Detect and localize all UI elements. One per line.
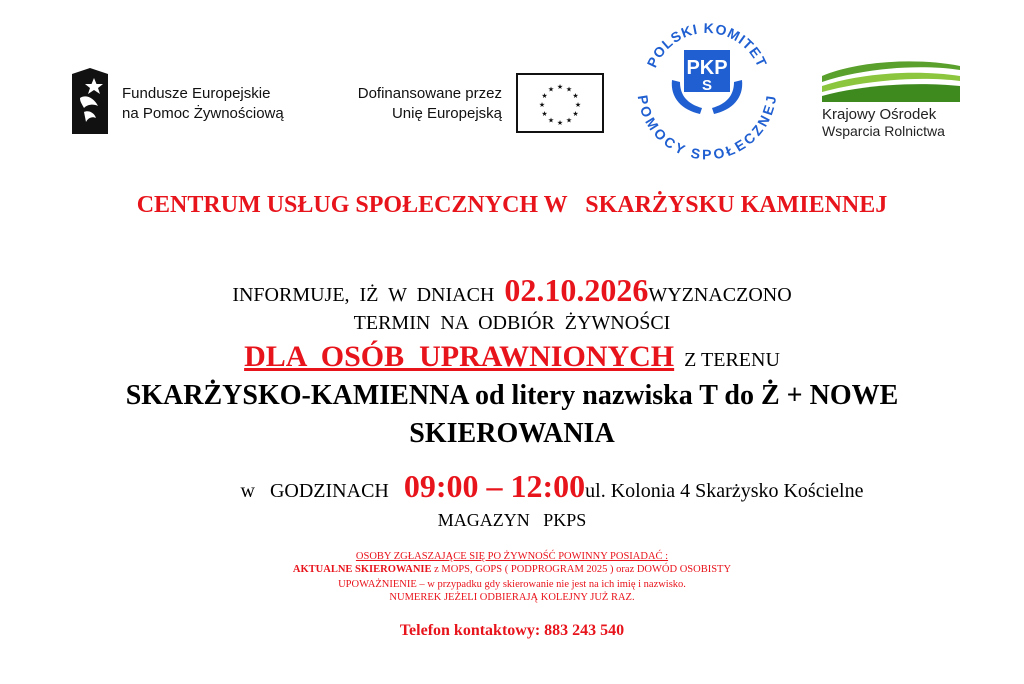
svg-text:★: ★ — [541, 110, 548, 118]
address: ul. Kolonia 4 Skarżysko Kościelne — [585, 480, 864, 502]
svg-text:★: ★ — [547, 85, 555, 94]
eu-flag-icon — [516, 73, 604, 133]
notes-line-2-bold: AKTUALNE SKIEROWANIE — [292, 564, 432, 575]
kowr-line2: Wsparcia Rolnictwa — [822, 123, 945, 139]
area-line-2: SKIEROWANIA — [409, 418, 615, 449]
info-line — [0, 272, 1024, 309]
pkps-center-bottom: S — [701, 77, 713, 94]
eu-logo-text — [322, 84, 502, 124]
notes-line-4: NUMEREK JEŻELI ODBIERAJĄ KOLEJNY JUŻ RAZ. — [389, 592, 635, 603]
info-suffix: WYZNACZONO — [648, 284, 792, 306]
eligible-persons: DLA OSÓB UPRAWNIONYCH — [244, 340, 675, 373]
area-prefix: Z TERENU — [674, 349, 780, 371]
hours-prefix: w GODZINACH — [240, 480, 404, 502]
term-line: TERMIN NA ODBIÓR ŻYWNOŚCI — [353, 312, 671, 334]
notes-line-1: OSOBY ZGŁASZAJĄCE SIĘ PO ŻYWNOŚĆ POWINNY POSIADAĆ : — [355, 551, 669, 562]
eligible-line — [0, 340, 1024, 374]
svg-text:★: ★ — [538, 101, 546, 109]
svg-text:★: ★ — [547, 116, 555, 125]
page-title: CENTRUM USŁUG SPOŁECZNYCH W SKARŻYSKU KAMIENNEJ — [136, 192, 888, 218]
svg-text:★: ★ — [572, 110, 579, 118]
svg-text:★: ★ — [565, 116, 573, 125]
eu-stars — [518, 75, 602, 131]
contact-phone: Telefon kontaktowy: 883 243 540 — [399, 622, 625, 639]
eu-line2: Unię Europejską — [391, 105, 502, 122]
fe-line1: Fundusze Europejskie — [122, 85, 271, 102]
pkps-logo — [622, 10, 792, 160]
kowr-logo-text — [822, 106, 945, 140]
pkps-arc-top: POLSKI KOMITET — [643, 19, 771, 70]
svg-text:★: ★ — [565, 85, 573, 94]
fe-logo-text — [122, 84, 284, 124]
svg-text:POMOCY SPOŁECZNEJ — [635, 94, 780, 160]
distribution-date: 02.10.2026 — [504, 272, 649, 308]
svg-text:★: ★ — [556, 83, 564, 91]
info-prefix: INFORMUJE, IŻ W DNIACH — [232, 284, 505, 306]
fe-line2: na Pomoc Żywnościową — [122, 105, 284, 122]
svg-text:★: ★ — [572, 92, 579, 100]
pkps-center-top: PKP — [686, 57, 728, 79]
hours-line — [40, 468, 1024, 505]
notes-line-3: UPOWAŻNIENIE – w przypadku gdy skierowanie nie jest na ich imię i nazwisko. — [338, 579, 686, 590]
eu-line1: Dofinansowane przez — [357, 85, 502, 102]
kowr-line1: Krajowy Ośrodek — [822, 106, 937, 123]
svg-text:★: ★ — [574, 101, 582, 109]
pkps-arc-bottom: POMOCY SPOŁECZNEJ — [634, 93, 780, 160]
notes-line-2 — [0, 563, 1024, 576]
hours-value: 09:00 – 12:00 — [403, 468, 586, 504]
kowr-logo — [820, 56, 962, 104]
svg-text:★: ★ — [541, 92, 548, 100]
fundusze-europejskie-logo — [68, 64, 112, 138]
area-line-1: SKARŻYSKO-KAMIENNA od litery nazwiska T do Ż + NOWE — [125, 380, 899, 411]
warehouse: MAGAZYN PKPS — [437, 510, 587, 530]
notes-line-2-rest: z MOPS, GOPS ( PODPROGRAM 2025 ) oraz DOWÓD OSOBISTY — [431, 564, 732, 575]
svg-text:★: ★ — [556, 119, 564, 127]
